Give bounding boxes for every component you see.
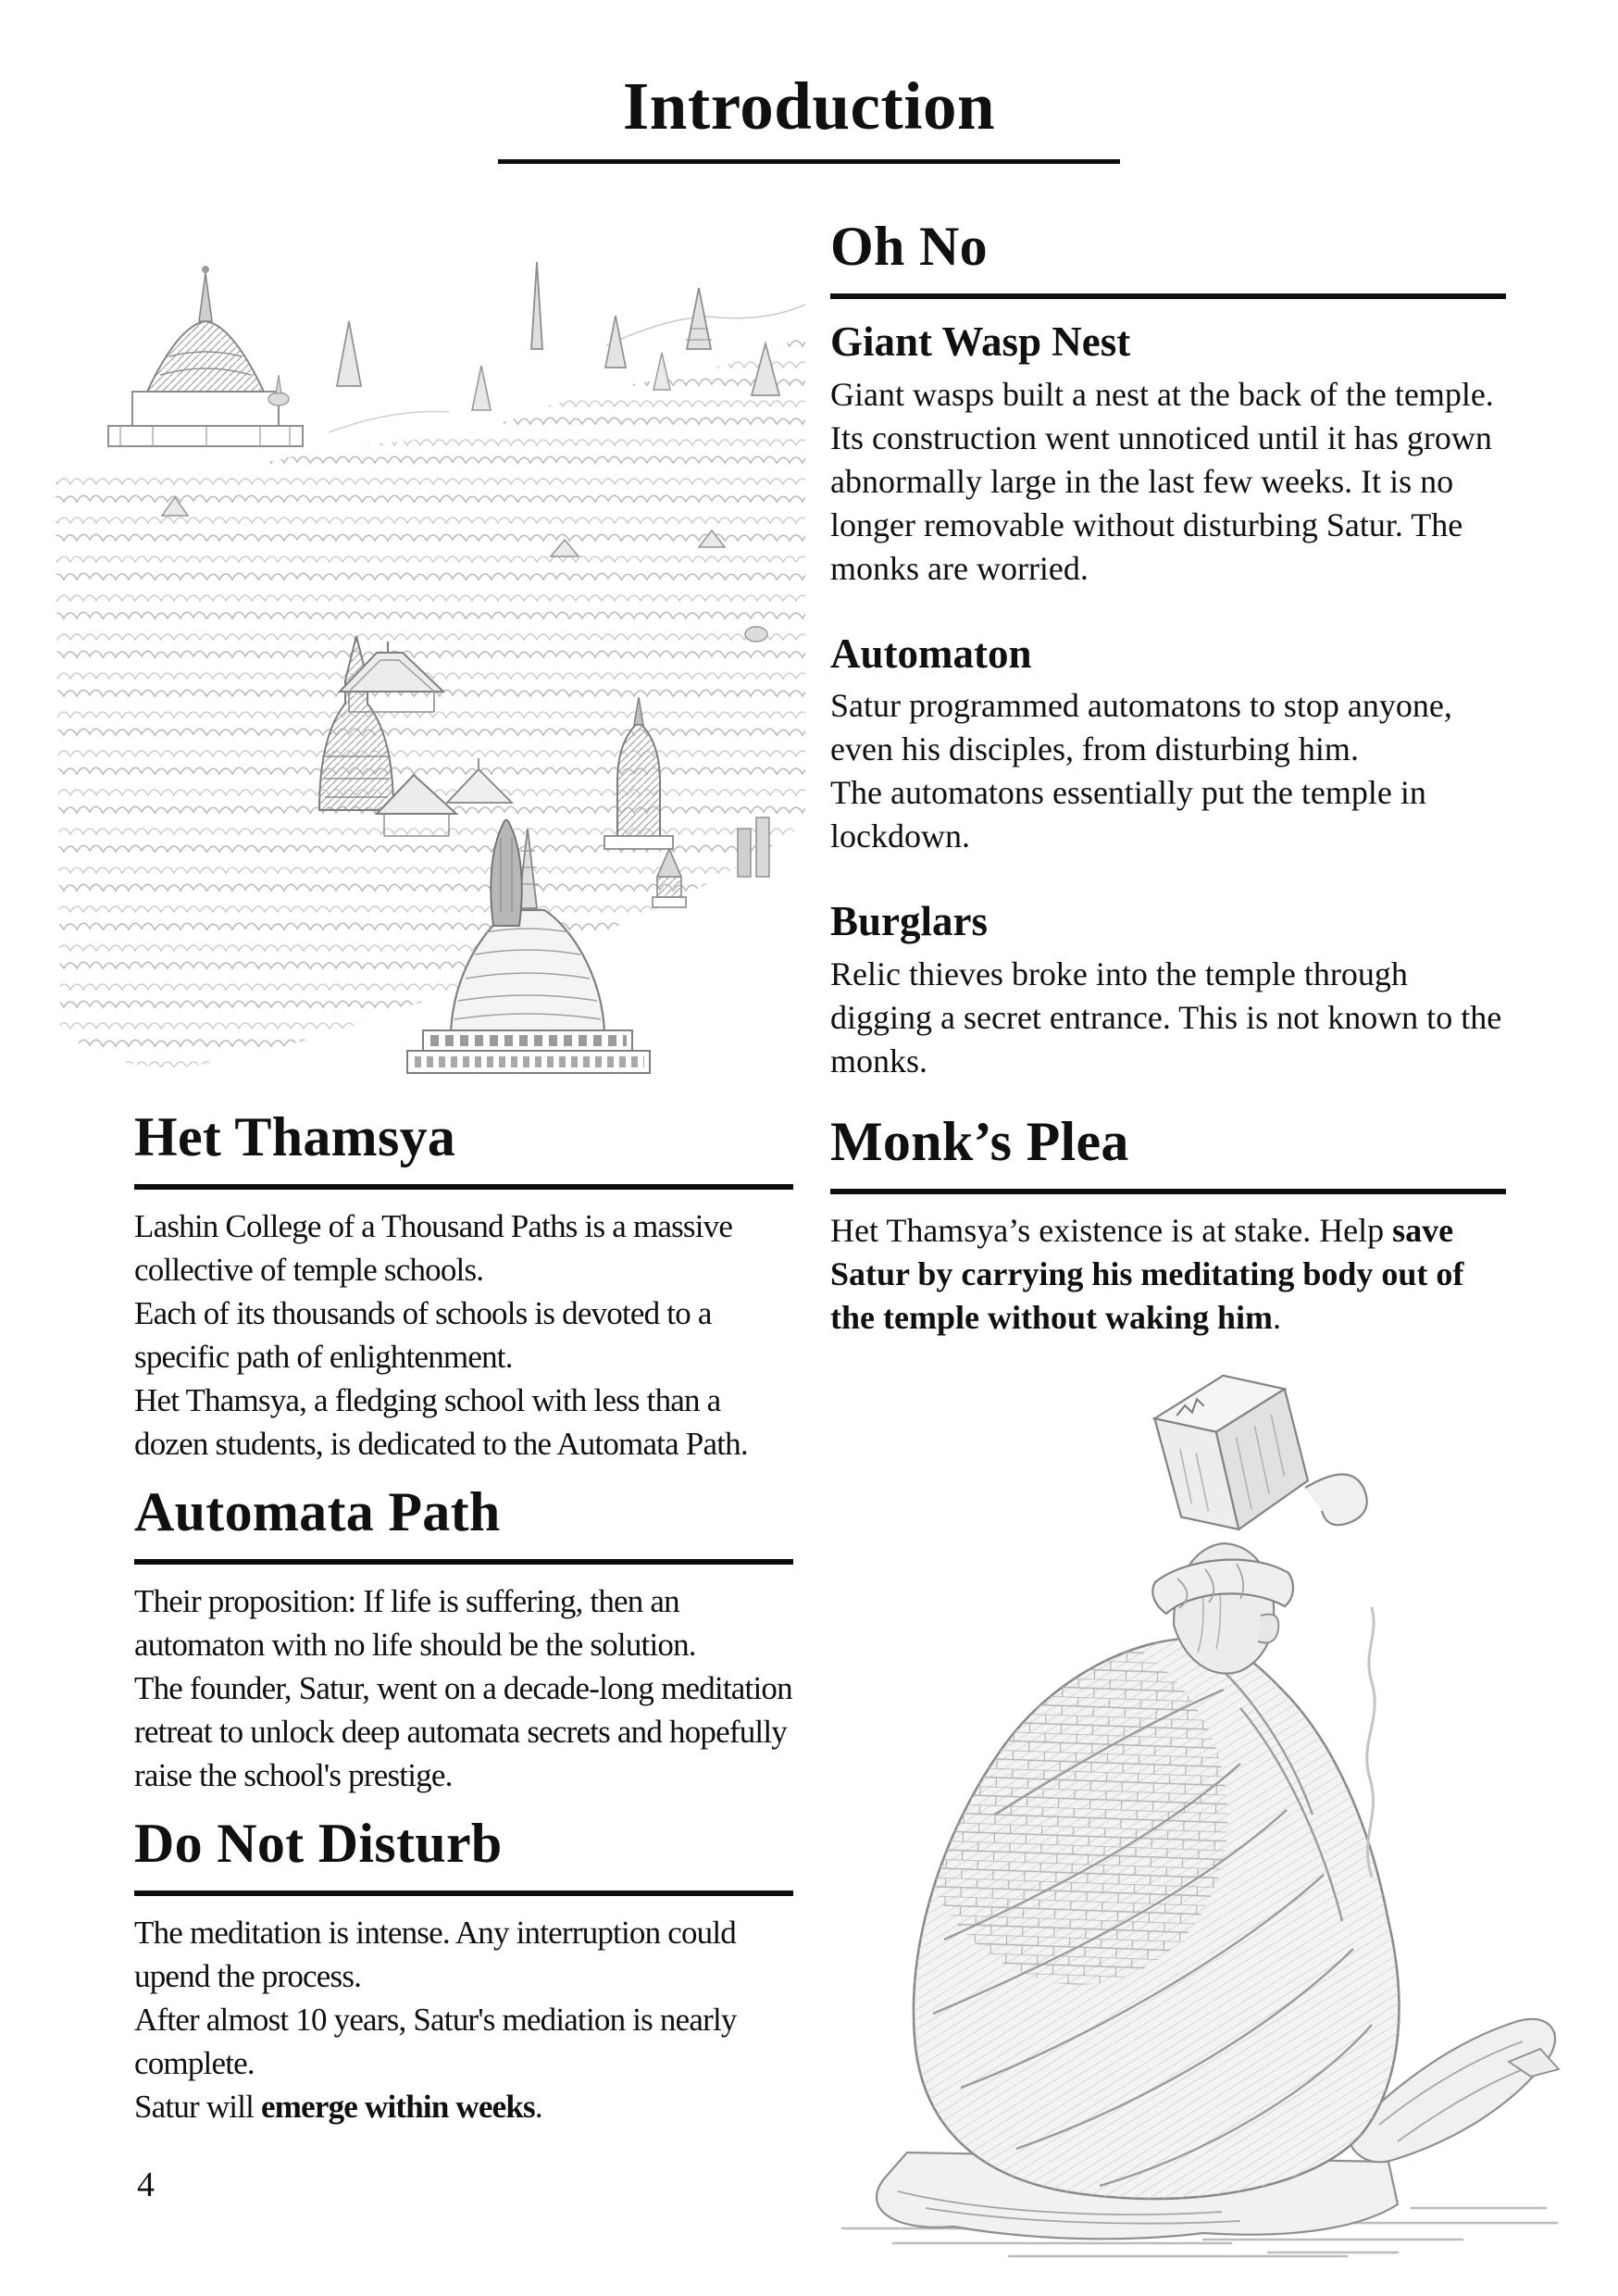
section-heading-het-thamsya: Het Thamsya [134, 1106, 456, 1167]
subheading-automaton: Automaton [830, 630, 1032, 677]
section-heading-do-not-disturb: Do Not Disturb [134, 1813, 503, 1874]
paragraph-monks-plea: Het Thamsya’s existence is at stake. Help save Satur by carrying his meditating body out of the temple without waking him. [830, 1212, 1464, 1336]
temple-landscape-illustration [51, 236, 810, 1074]
heading-rule [830, 293, 1506, 299]
section-heading-automata-path: Automata Path [134, 1481, 501, 1542]
page-number: 4 [137, 2165, 155, 2204]
paragraph-het-thamsya: Lashin College of a Thousand Paths is a massive collective of temple schools. Each of its thousands of schools is devoted to a specific path of enlightenment. Het Thamsya, a fledging school with less than a dozen students, is dedicated to the Automata Path. [134, 1208, 748, 1462]
section-automata-path [134, 1481, 793, 1797]
subheading-burglars: Burglars [830, 898, 989, 944]
section-oh-no [830, 216, 1506, 1083]
page-title: Introduction [622, 69, 996, 144]
heading-rule [134, 1890, 793, 1896]
heading-rule [134, 1184, 793, 1190]
paragraph-do-not-disturb: The meditation is intense. Any interruption could upend the process. After almost 10 years, Satur's mediation is nearly complete. Satur will emerge within weeks. [134, 1915, 737, 2125]
meditating-monk-illustration [805, 1347, 1583, 2273]
heading-rule [134, 1559, 793, 1565]
section-heading-oh-no: Oh No [830, 216, 988, 277]
title-underline [498, 159, 1120, 164]
section-heading-monks-plea: Monk’s Plea [830, 1111, 1129, 1172]
paragraph-giant-wasp-nest: Giant wasps built a nest at the back of the temple. Its construction went unnoticed until it has grown abnormally large in the last few weeks. It is no longer removable without disturbing Satur. The monks are worried. [830, 375, 1494, 587]
section-do-not-disturb [134, 1813, 793, 2128]
paragraph-burglars: Relic thieves broke into the temple through digging a secret entrance. This is not known to the monks. [830, 955, 1502, 1079]
section-monks-plea [830, 1111, 1506, 1340]
subheading-giant-wasp-nest: Giant Wasp Nest [830, 318, 1131, 365]
paragraph-automaton: Satur programmed automatons to stop anyone, even his disciples, from disturbing him. The automatons essentially put the temple in lockdown. [830, 687, 1452, 855]
heading-rule [830, 1189, 1506, 1194]
paragraph-automata-path: Their proposition: If life is suffering, then an automaton with no life should be the solution. The founder, Satur, went on a decade-long meditation retreat to unlock deep automata secrets and hopefully raise the school's prestige. [134, 1583, 792, 1793]
section-het-thamsya [134, 1106, 793, 1466]
